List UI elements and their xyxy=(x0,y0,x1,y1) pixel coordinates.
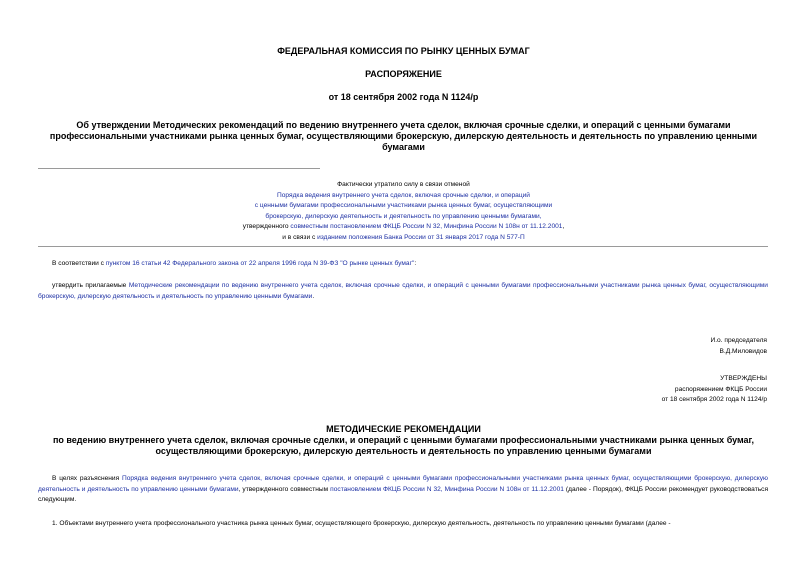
procedure-link[interactable]: Порядка ведения внутреннего учета сделок, включая срочные сделки, и операций с ценными бумагами профессиональными участниками рынка ценных бумаг, осуществляющими брокерскую, дилерскую деятельность и деятельность по управлению ценными бумагами xyxy=(38,475,769,493)
federal-law-link[interactable]: пунктом 16 статьи 42 Федерального закона от 22 апреля 1996 года N 39-ФЗ "О рынке ценных бумаг" xyxy=(105,260,415,267)
document-date-number: от 18 сентября 2002 года N 1124/р xyxy=(328,92,479,102)
item-1: 1. Объектами внутреннего учета профессионального участника рынка ценных бумаг, осуществляющего брокерскую, дилерскую деятельность, деятельность по управлению ценными бумагами (далее - xyxy=(52,520,671,527)
clarification-text: В целях разъяснения xyxy=(52,475,122,482)
preamble-text: : xyxy=(414,260,417,267)
divider xyxy=(38,168,320,169)
status-note-text: и в связи с xyxy=(282,233,318,241)
document-type: РАСПОРЯЖЕНИЕ xyxy=(365,69,442,79)
status-note xyxy=(0,180,807,243)
clarification-text: (далее - Порядок), ФКЦБ России рекомендует руководствоваться следующим. xyxy=(38,485,769,503)
status-note-line xyxy=(0,233,807,244)
approved-date: от 18 сентября 2002 года N 1124/р xyxy=(661,396,767,403)
joint-resolution-link[interactable]: совместным постановлением ФКЦБ России N 32, Минфина России N 108н от 11.12.2001 xyxy=(290,223,563,230)
agency-name: ФЕДЕРАЛЬНАЯ КОМИССИЯ ПО РЫНКУ ЦЕННЫХ БУМАГ xyxy=(277,46,530,56)
preamble xyxy=(52,259,768,270)
recommendations-title: МЕТОДИЧЕСКИЕ РЕКОМЕНДАЦИИ xyxy=(326,424,481,434)
preamble-text: В соответствии с xyxy=(52,260,106,267)
status-note-text: , xyxy=(562,223,565,230)
recommendations-link[interactable]: Методические рекомендации по ведению внутреннего учета сделок, включая срочные сделки, и операций с ценными бумагами профессиональными участниками рынка ценных бумаг, осуществляющими брокерскую, дилерскую деятельность и деятельность по управлению ценными бумагами xyxy=(38,282,768,300)
clarification-text: , утвержденного совместным xyxy=(238,485,331,493)
status-note-link[interactable]: с ценными бумагами профессиональными участниками рынка ценных бумаг, осуществляющими xyxy=(254,202,553,209)
approve-text: . xyxy=(312,292,315,300)
recommendations-heading xyxy=(0,424,807,457)
document-title xyxy=(0,120,807,153)
signature-name: В.Д.Миловидов xyxy=(719,347,767,355)
title-line: Об утверждении Методических рекомендаций по ведению внутреннего учета сделок, включая срочные сделки, и операций с ценными бумагами xyxy=(76,120,731,130)
status-note-link[interactable]: Порядка ведения внутреннего учета сделок, включая срочные сделки, и операций xyxy=(277,191,530,199)
status-note-line: Фактически утратило силу в связи отменой xyxy=(337,181,470,188)
recommendations-subtitle: по ведению внутреннего учета сделок, включая срочные сделки, и операций с ценными бумагами профессиональными участниками рынка ценных бумаг, xyxy=(52,435,755,445)
approved-by: распоряжением ФКЦБ России xyxy=(674,385,767,393)
approve-paragraph xyxy=(38,281,768,302)
title-line: бумагами xyxy=(382,142,425,152)
signature-block xyxy=(467,336,767,357)
divider xyxy=(38,246,768,247)
recommendations-subtitle: осуществляющими брокерскую, дилерскую деятельность и деятельность по управлению ценными бумагами xyxy=(155,446,652,456)
approve-text: утвердить прилагаемые xyxy=(52,282,129,289)
approved-block xyxy=(467,374,767,406)
title-line: профессиональными участниками рынка ценных бумаг, осуществляющими брокерскую, дилерскую деятельность и деятельность по управлению ценными xyxy=(49,131,758,141)
resolution-link[interactable]: постановлением ФКЦБ России N 32, Минфина России N 108н от 11.12.2001 xyxy=(330,485,564,493)
status-note-text: утвержденного xyxy=(242,223,291,230)
signature-position: И.о. председателя xyxy=(710,337,767,344)
status-note-link[interactable]: брокерскую, дилерскую деятельность и деятельность по управлению ценными бумагами, xyxy=(265,212,542,220)
clarification-paragraph xyxy=(38,474,768,506)
approved-label: УТВЕРЖДЕНЫ xyxy=(720,375,767,382)
status-note-line xyxy=(0,222,807,233)
bank-regulation-link[interactable]: изданием положения Банка России от 31 января 2017 года N 577-П xyxy=(317,233,525,241)
